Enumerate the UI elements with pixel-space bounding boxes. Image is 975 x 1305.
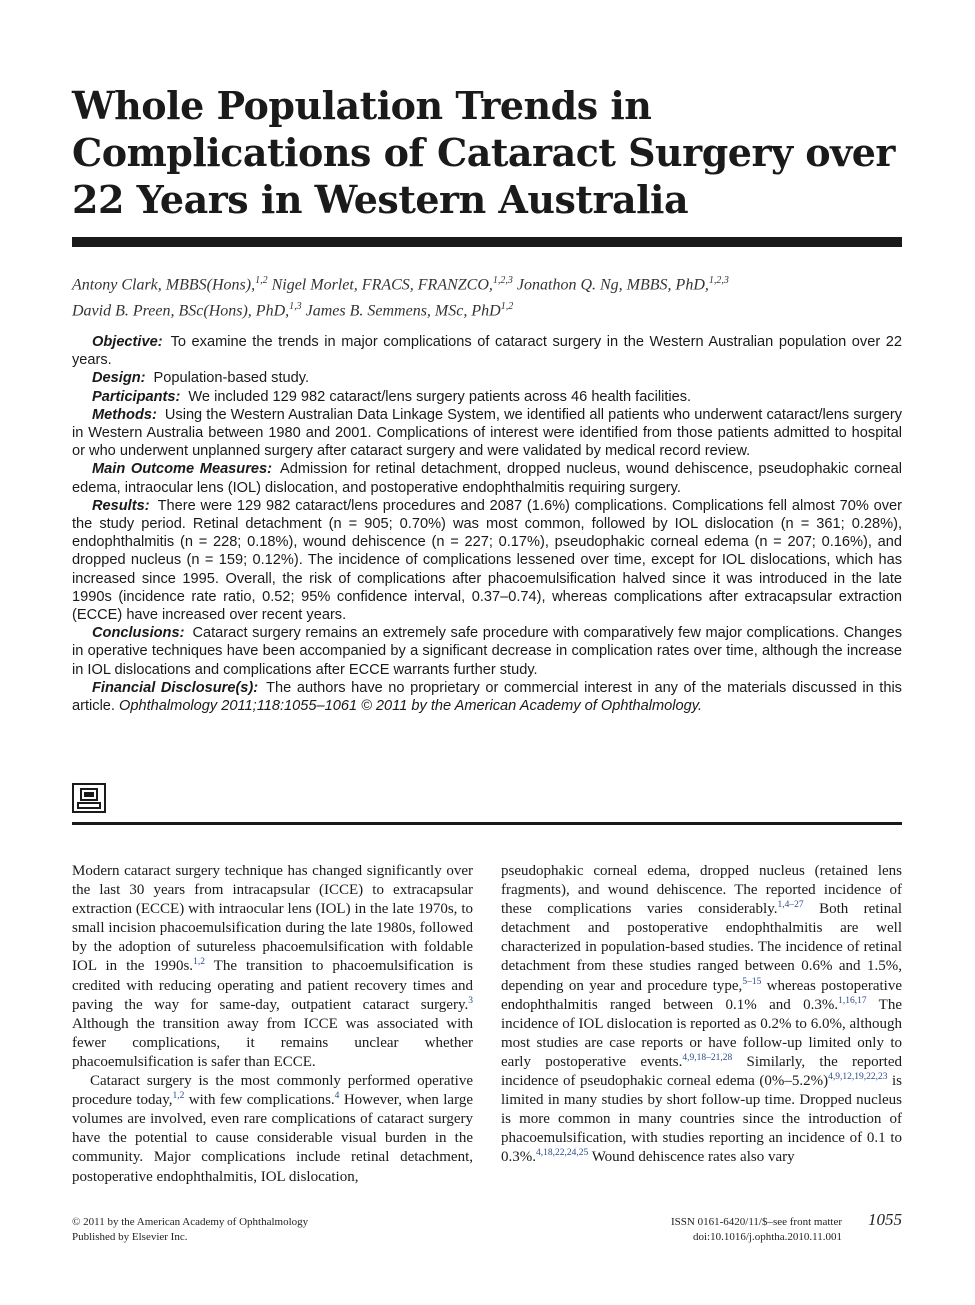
author-name: James B. Semmens, MSc, PhD: [305, 302, 501, 320]
author-name: Nigel Morlet, FRACS, FRANZCO,: [271, 276, 493, 294]
citation-reference[interactable]: 1,4–27: [777, 900, 804, 911]
citation-reference[interactable]: 4,9,12,19,22,23: [828, 1072, 888, 1083]
section-text: To examine the trends in major complications of cataract surgery in the Western Australian population over 22 years.: [72, 334, 902, 369]
body-text: whereas postoperative endophthalmitis ranged between 0.1% and 0.3%.: [501, 977, 902, 1013]
publisher-line: Published by Elsevier Inc.: [72, 1231, 188, 1243]
section-rule: [72, 822, 902, 825]
citation-reference[interactable]: 3: [468, 995, 473, 1006]
abstract-results: [72, 497, 902, 624]
section-label: Design:: [92, 370, 146, 387]
body-text: is limited in many studies by short follow-up time. Dropped nucleus is more common in many countries since the introduction of phacoemulsification, with studies reporting an incidence of 0.1 to 0.3%.: [501, 1073, 902, 1166]
section-text: Cataract surgery remains an extremely safe procedure with comparatively few major complications. Changes in operative techniques have been accompanied by a significant decrease in complication rates over time, although the increase in IOL dislocations and complications after ECCE warrants further study.: [72, 625, 902, 678]
issn-line: ISSN 0161-6420/11/$–see front matter: [671, 1216, 842, 1228]
author-name: David B. Preen, BSc(Hons), PhD,: [72, 302, 290, 320]
author-affiliation: 1,2,3: [708, 275, 729, 286]
body-text: Both retinal detachment and postoperative endophthalmitis are well characterized in population-based studies. The incidence of retinal detachment from these studies ranged between 0.6% and 1.5%, depending on year and procedure type,: [501, 901, 902, 994]
section-label: Results:: [92, 497, 150, 514]
author-affiliation: 1,3: [289, 301, 302, 313]
citation-reference[interactable]: 4,18,22,24,25: [536, 1148, 589, 1159]
section-text: Population-based study.: [153, 370, 310, 387]
body-text: However, when large volumes are involved, even rare complications of cataract surgery have the potential to cause considerable visual burden in the community. Major complications include retinal detachment, postoperative endophthalmitis, IOL dislocation,: [72, 1092, 473, 1185]
author-name: Jonathon Q. Ng, MBBS, PhD,: [516, 276, 709, 294]
citation-reference[interactable]: 1,2: [193, 957, 205, 968]
body-text: Modern cataract surgery technique has changed significantly over the last 30 years from intracapsular (ICCE) to extracapsular extraction (ECCE) with intraocular lens (IOL) in the late 1970s, to small incision phacoemulsification during the late 1980s, followed by the adoption of sutureless phacoemulsification with foldable IOL in the 1990s.: [72, 863, 473, 975]
body-paragraph: [501, 862, 902, 1168]
section-text: Using the Western Australian Data Linkage System, we identified all patients who underwent cataract/lens surgery in Western Australia between 1980 and 2001. Complications of interest were identified from those patients admitted to hospital or who underwent unplanned surgery after cataract surgery and were validated by medical record review.: [72, 406, 902, 460]
journal-citation: Ophthalmology 2011;118:1055–1061 © 2011 by the American Academy of Ophthalmology.: [119, 698, 703, 715]
body-text: Wound dehiscence rates also vary: [588, 1149, 795, 1166]
citation-reference[interactable]: 4,9,18–21,28: [682, 1052, 733, 1063]
body-text: pseudophakic corneal edema, dropped nucleus (retained lens fragments), and wound dehiscence. The reported incidence of these complications varies considerably.: [501, 863, 902, 918]
section-text: There were 129 982 cataract/lens procedures and 2087 (1.6%) complications. Complications fell almost 70% over the study period. Retinal detachment (n = 905; 0.70%) was most common, followed by IOL dislocation (n = 361; 0.28%), endophthalmitis (n = 228; 0.18%), wound dehiscence (n = 227; 0.17%), pseudophakic corneal edema (n = 207; 0.16%), and dropped nucleus (n = 159; 0.12%). The incidence of complications lessened over time, except for IOL dislocations, which has increased since 1995. Overall, the risk of complications after phacoemulsification halved since it was introduced in the late 1990s (incidence rate ratio, 0.52; 95% confidence interval, 0.37–0.74), whereas complications after extracapsular extraction (ECCE) have increased over recent years.: [72, 497, 902, 624]
copyright-line: © 2011 by the American Academy of Ophthalmology: [72, 1216, 309, 1228]
abstract-outcomes: [72, 460, 902, 496]
section-label: Conclusions:: [92, 625, 185, 642]
section-label: Methods:: [92, 406, 157, 423]
abstract-participants: [72, 388, 902, 406]
section-text: We included 129 982 cataract/lens surgery patients across 46 health facilities.: [188, 388, 692, 405]
abstract-conclusions: [72, 624, 902, 679]
author-affiliation: 1,2: [255, 275, 268, 286]
body-text: with few complications.: [184, 1092, 335, 1109]
section-text: Admission for retinal detachment, dropped nucleus, wound dehiscence, pseudophakic corneal edema, intraocular lens (IOL) dislocation, and postoperative endophthalmitis requiring surgery.: [72, 461, 903, 496]
author-list: [72, 270, 902, 323]
author-name: Antony Clark, MBBS(Hons),: [72, 276, 256, 294]
body-column-right: [501, 862, 902, 1168]
body-text: The incidence of IOL dislocation is reported as 0.2% to 6.0%, although most studies are case reports or have follow-up limited only to early postoperative events.: [501, 996, 902, 1070]
citation-reference[interactable]: 1,2: [172, 1091, 185, 1102]
abstract-objective: [72, 333, 902, 369]
author-affiliation: 1,2: [500, 301, 514, 313]
abstract-design: [72, 369, 902, 387]
body-text: Cataract surgery is the most commonly performed operative procedure today,: [72, 1073, 473, 1109]
footer-issn: [671, 1215, 842, 1245]
citation-reference[interactable]: 5–15: [742, 976, 762, 987]
section-label: Participants:: [92, 388, 181, 405]
computer-terminal-icon[interactable]: [72, 783, 106, 813]
abstract-methods: [72, 406, 902, 461]
doi-line: doi:10.1016/j.ophtha.2010.11.001: [692, 1231, 842, 1243]
title-rule: [72, 237, 902, 247]
author-affiliation: 1,2,3: [492, 275, 513, 286]
citation-reference[interactable]: 1,16,17: [838, 995, 867, 1006]
abstract-disclosure: [72, 679, 902, 715]
section-label: Objective:: [92, 334, 163, 350]
body-column-left: [72, 862, 473, 1187]
section-label: Main Outcome Measures:: [92, 461, 272, 478]
body-text: Similarly, the reported incidence of pseudophakic corneal edema (0%–5.2%): [501, 1053, 902, 1090]
article-title: Whole Population Trends in Complications of Cataract Surgery over 22 Years in Western Australia: [72, 83, 895, 222]
abstract: [72, 333, 902, 715]
section-text: The authors have no proprietary or commercial interest in any of the materials discussed in this article.: [72, 679, 902, 715]
body-text: The transition to phacoemulsification is credited with reducing operating and patient recovery times and paving the way for same-day, outpatient cataract surgery.: [72, 958, 474, 1013]
body-paragraph: [72, 862, 473, 1072]
body-text: Although the transition away from ICCE was associated with fewer complications, it remains unclear whether phacoemulsification is safer than ECCE.: [72, 1015, 473, 1070]
citation-reference[interactable]: 4: [334, 1091, 340, 1102]
section-label: Financial Disclosure(s):: [92, 679, 259, 696]
body-paragraph: [72, 1072, 473, 1187]
footer-copyright: [72, 1215, 308, 1245]
page-number: 1055: [868, 1210, 902, 1229]
